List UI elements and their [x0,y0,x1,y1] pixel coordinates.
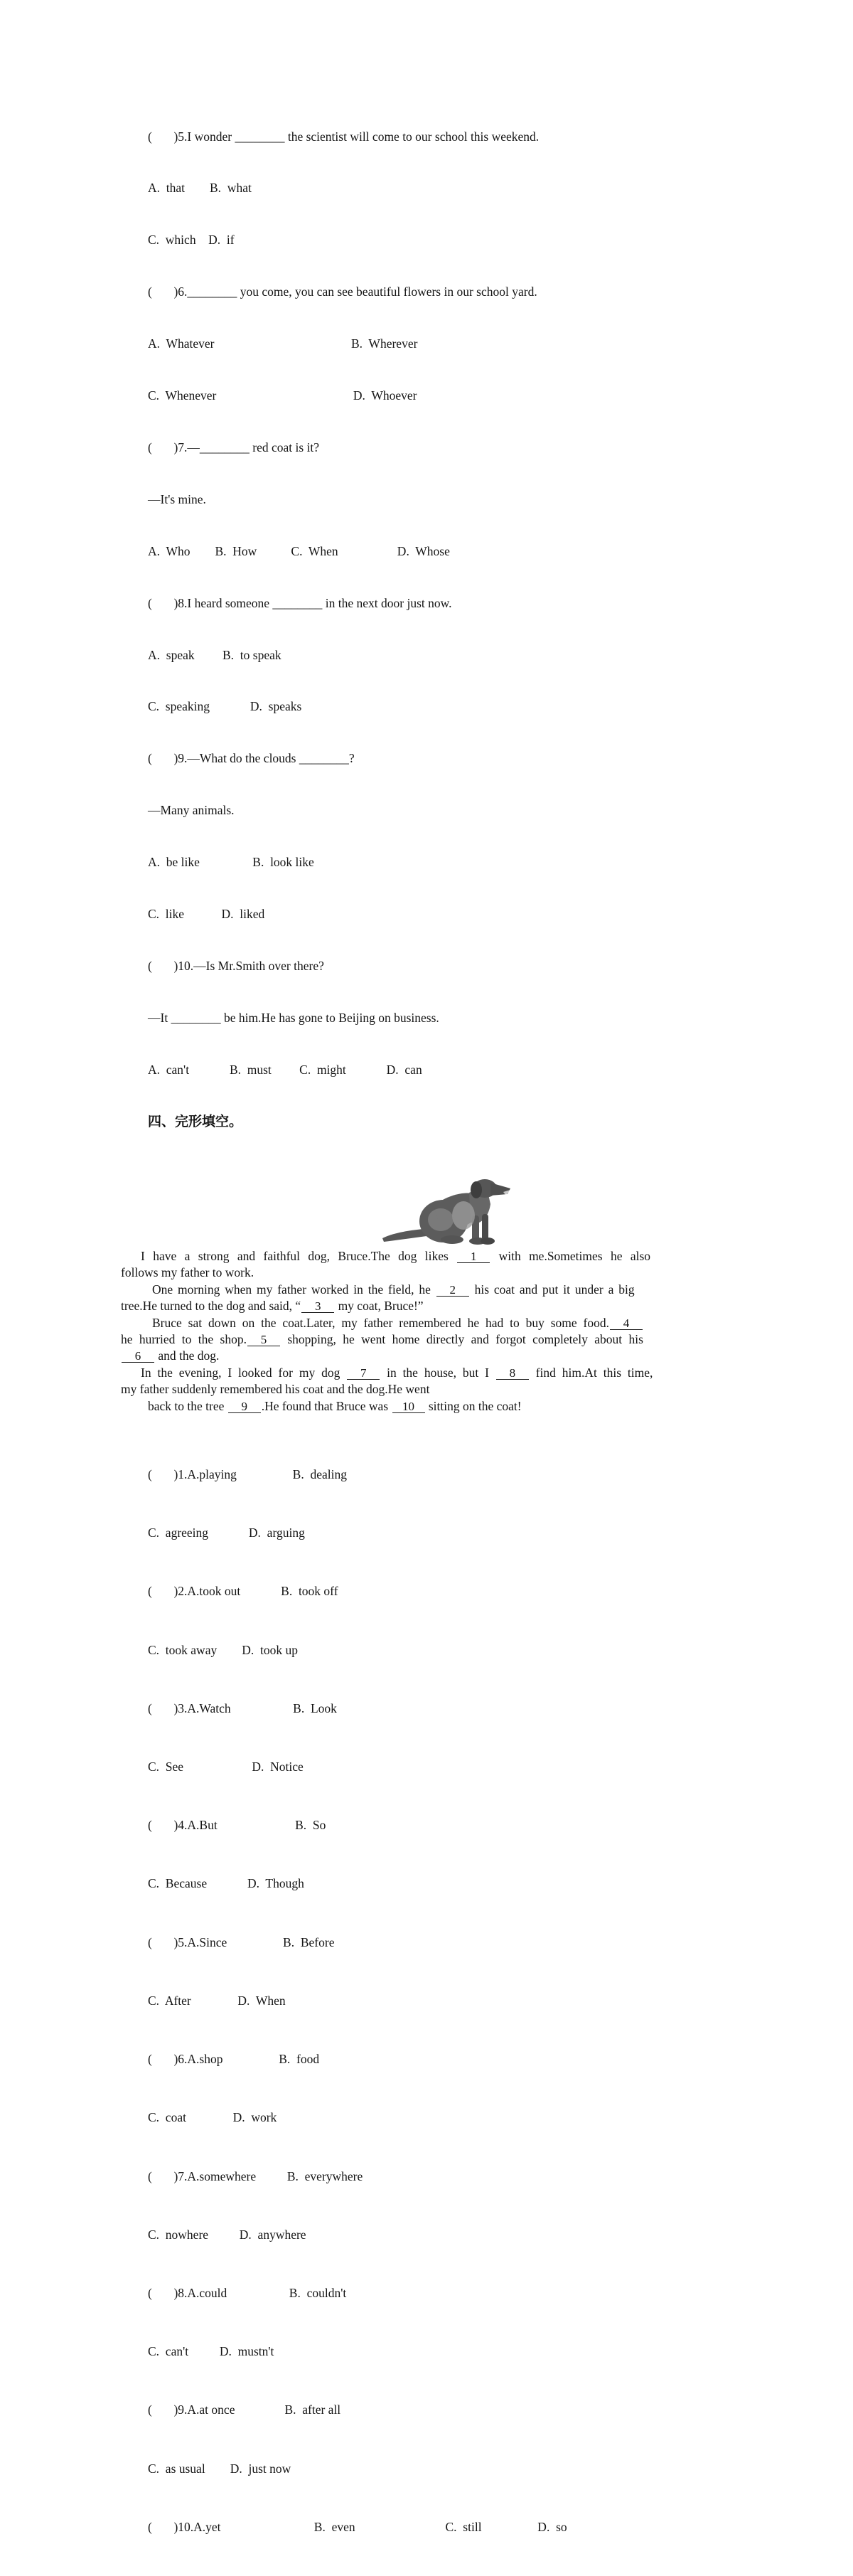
cloze5-options-cd: C. After D. When [148,1993,286,2008]
dog-photo [378,1173,517,1245]
passage-line: In the evening, I looked for my dog 7 in the house, but I 8 find him.At this time, [141,1365,653,1380]
passage-line: 6 and the dog. [121,1348,739,1364]
q9-response: —Many animals. [148,803,235,818]
multiple-choice-section [0,0,853,1113]
q6-options-cd: C. Whenever D. Whoever [148,388,417,403]
q9-options-cd: C. like D. liked [148,906,265,921]
q8-stem: ( )8.I heard someone ________ in the next door just now. [148,595,452,610]
cloze7-options-cd: C. nowhere D. anywhere [148,2227,306,2242]
q9-stem: ( )9.—What do the clouds ________? [148,751,355,766]
cloze-blank: 3 [301,1300,334,1313]
q10-options: A. can't B. must C. might D. can [148,1062,422,1077]
cloze2-options-ab: ( )2.A.took out B. took off [148,1584,338,1599]
cloze-passage [121,1248,739,1415]
passage-line: back to the tree 9 .He found that Bruce was 10 sitting on the coat! [148,1398,522,1413]
cloze4-options-cd: C. Because D. Though [148,1876,304,1891]
cloze4-options-ab: ( )4.A.But B. So [148,1818,326,1833]
dog-photo-graphic [378,1173,517,1245]
cloze-blank: 5 [247,1334,280,1346]
cloze7-options-ab: ( )7.A.somewhere B. everywhere [148,2168,363,2183]
cloze2-options-cd: C. took away D. took up [148,1642,298,1657]
cloze-blank: 6 [122,1350,154,1363]
q8-options-cd: C. speaking D. speaks [148,699,302,714]
passage-line: he hurried to the shop. 5 shopping, he went home directly and forgot completely about his [121,1332,643,1347]
passage-line: follows my father to work. [121,1265,254,1280]
cloze8-options-cd: C. can't D. mustn't [148,2344,274,2359]
cloze10-options: ( )10.A.yet B. even C. still D. so [148,2519,567,2534]
q10-response: —It ________ be him.He has gone to Beijing on business. [148,1010,439,1025]
q5-options-ab: A. that B. what [148,181,252,196]
cloze3-options-cd: C. See D. Notice [148,1759,304,1774]
q7-options: A. Who B. How C. When D. Whose [148,543,450,558]
q5-stem: ( )5.I wonder ________ the scientist will come to our school this weekend. [148,129,540,144]
cloze-blank: 1 [457,1250,490,1263]
q6-stem: ( )6.________ you come, you can see beautiful flowers in our school yard. [148,284,537,299]
cloze8-options-ab: ( )8.A.could B. couldn't [148,2285,347,2300]
cloze6-options-cd: C. coat D. work [148,2110,277,2125]
q6-options-ab: A. Whatever B. Wherever [148,336,418,351]
passage-line: I have a strong and faithful dog, Bruce.The dog likes 1 with me.Sometimes he also [141,1249,651,1264]
cloze9-options-cd: C. as usual D. just now [148,2461,291,2476]
q8-options-ab: A. speak B. to speak [148,647,281,662]
cloze-blank: 4 [610,1317,643,1330]
q10-stem: ( )10.—Is Mr.Smith over there? [148,958,324,973]
cloze1-options-cd: C. agreeing D. arguing [148,1526,305,1540]
cloze-blank: 9 [228,1400,261,1413]
cloze6-options-ab: ( )6.A.shop B. food [148,2052,320,2067]
cloze1-options-ab: ( )1.A.playing B. dealing [148,1467,347,1481]
cloze-blank: 7 [347,1367,380,1380]
q5-options-cd: C. which D. if [148,233,235,248]
cloze5-options-ab: ( )5.A.Since B. Before [148,1934,335,1949]
q7-stem: ( )7.—________ red coat is it? [148,440,320,454]
passage-line: tree.He turned to the dog and said, “ 3 my coat, Bruce!” [121,1299,424,1314]
passage-line: my father suddenly remembered his coat and the dog.He went [121,1382,430,1397]
cloze-blank: 2 [436,1284,469,1297]
passage-line: One morning when my father worked in the field, he 2 his coat and put it under a big [152,1282,635,1297]
cloze9-options-ab: ( )9.A.at once B. after all [148,2402,341,2417]
cloze3-options-ab: ( )3.A.Watch B. Look [148,1701,337,1715]
cloze-blank: 8 [496,1367,529,1380]
q9-options-ab: A. be like B. look like [148,855,314,870]
passage-line: Bruce sat down on the coat.Later, my father remembered he had to buy some food. 4 [121,1315,739,1331]
cloze-options-section [148,1426,853,2576]
cloze-section-heading: 四、完形填空。 [148,1113,243,1129]
q7-response: —It's mine. [148,491,206,506]
cloze-blank: 10 [392,1400,425,1413]
